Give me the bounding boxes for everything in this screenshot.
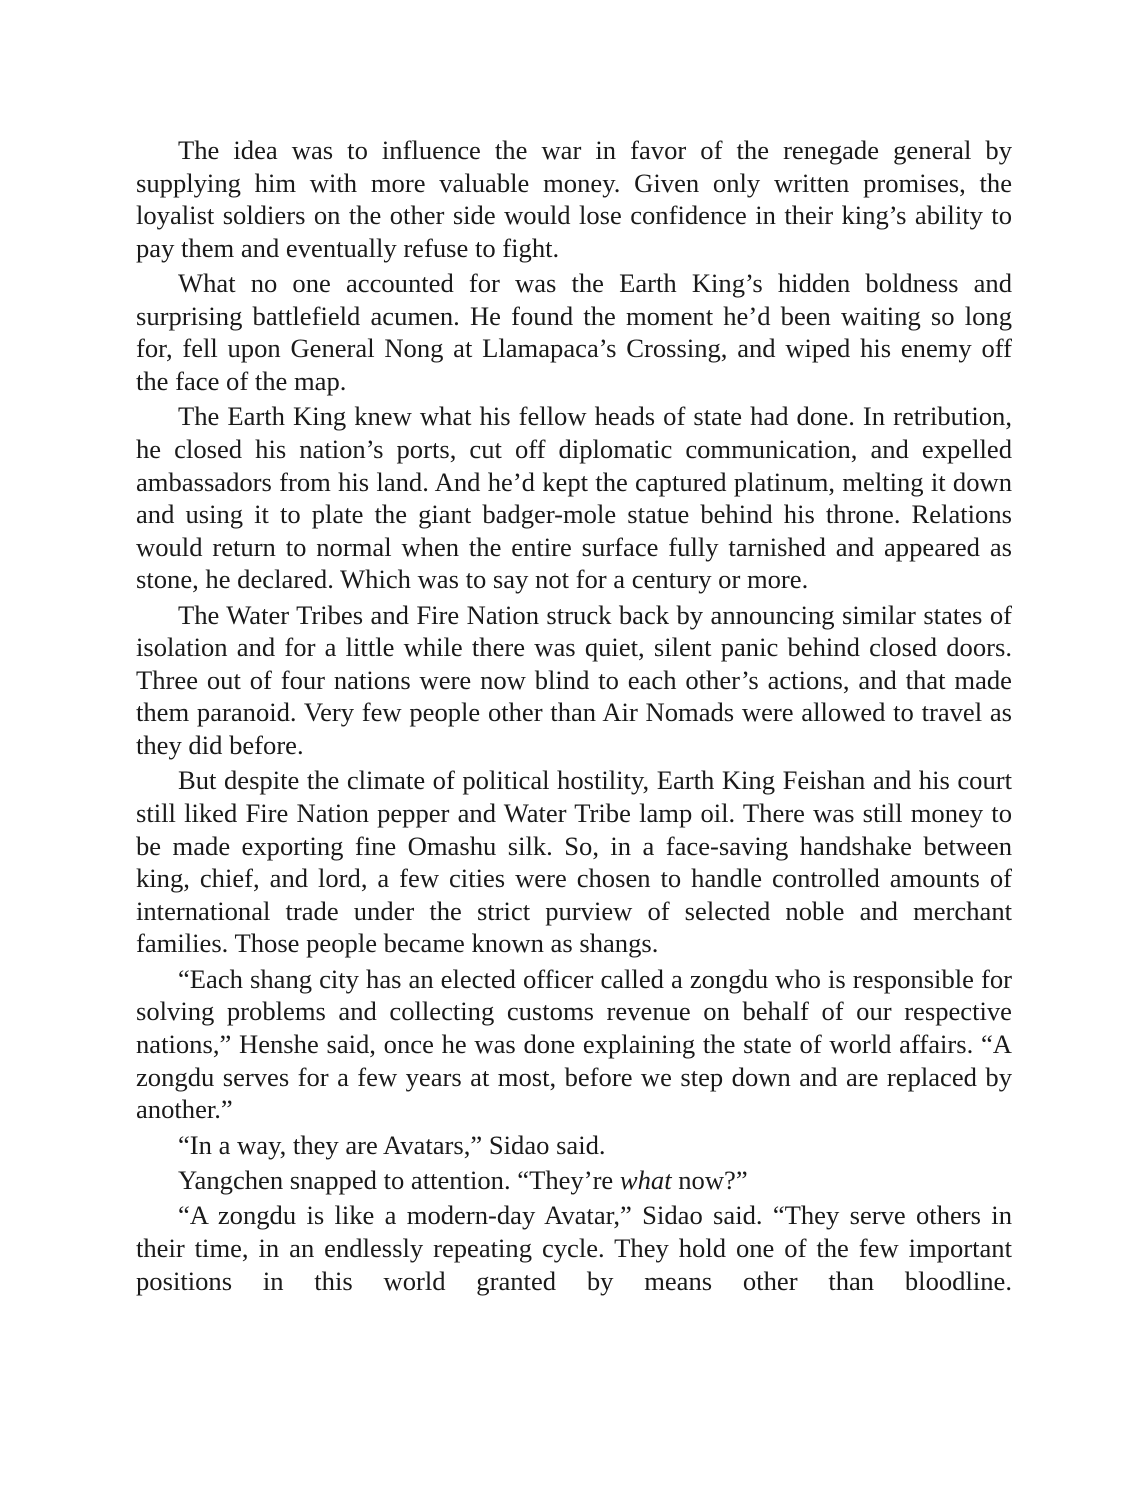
paragraph-4: The Water Tribes and Fire Nation struck back by announcing similar states of isolation and for a little while there was quiet, silent panic behind closed doors. Three out of four nations were now blind to each other’s actions, and that made them paranoid. Very few people other than Air Nomads were allowed to travel as they did before.	[136, 599, 1012, 761]
paragraph-5: But despite the climate of political hostility, Earth King Feishan and his court still liked Fire Nation pepper and Water Tribe lamp oil. There was still money to be made exporting fine Omashu silk. So, in a face-saving handshake between king, chief, and lord, a few cities were chosen to handle controlled amounts of international trade under the strict purview of selected noble and merchant families. Those people became known as shangs.	[136, 765, 1012, 959]
paragraph-8	[136, 1164, 1012, 1197]
paragraph-6: “Each shang city has an elected officer called a zongdu who is responsible for solving problems and collecting customs revenue on behalf of our respective nations,” Henshe said, once he was done explaining the state of world affairs. “A zongdu serves for a few years at most, before we step down and are replaced by another.”	[136, 963, 1012, 1125]
book-page	[136, 134, 1012, 1300]
paragraph-2: What no one accounted for was the Earth King’s hidden boldness and surprising battlefield acumen. He found the moment he’d been waiting so long for, fell upon General Nong at Llamapaca’s Crossing, and wiped his enemy off the face of the map.	[136, 268, 1012, 396]
paragraph-8-after: now?”	[671, 1164, 748, 1195]
paragraph-1: The idea was to influence the war in favor of the renegade general by supplying him with more valuable money. Given only written promises, the loyalist soldiers on the other side would lose confidence in their king’s ability to pay them and eventually refuse to fight.	[136, 135, 1012, 263]
paragraph-3: The Earth King knew what his fellow heads of state had done. In retribution, he closed his nation’s ports, cut off diplomatic communication, and expelled ambassadors from his land. And he’d kept the captured platinum, melting it down and using it to plate the giant badger-mole statue behind his throne. Relations would return to normal when the entire surface fully tarnished and appeared as stone, he declared. Which was to say not for a century or more.	[136, 401, 1012, 595]
paragraph-8-emphasis: what	[619, 1164, 672, 1195]
paragraph-8-before: Yangchen snapped to attention. “They’re	[178, 1164, 620, 1195]
paragraph-7: “In a way, they are Avatars,” Sidao said.	[178, 1129, 606, 1160]
paragraph-9: “A zongdu is like a modern-day Avatar,” Sidao said. “They serve others in their time, in an endlessly repeating cycle. They hold one of the few important positions in this world granted by means other than bloodline.	[136, 1200, 1012, 1296]
